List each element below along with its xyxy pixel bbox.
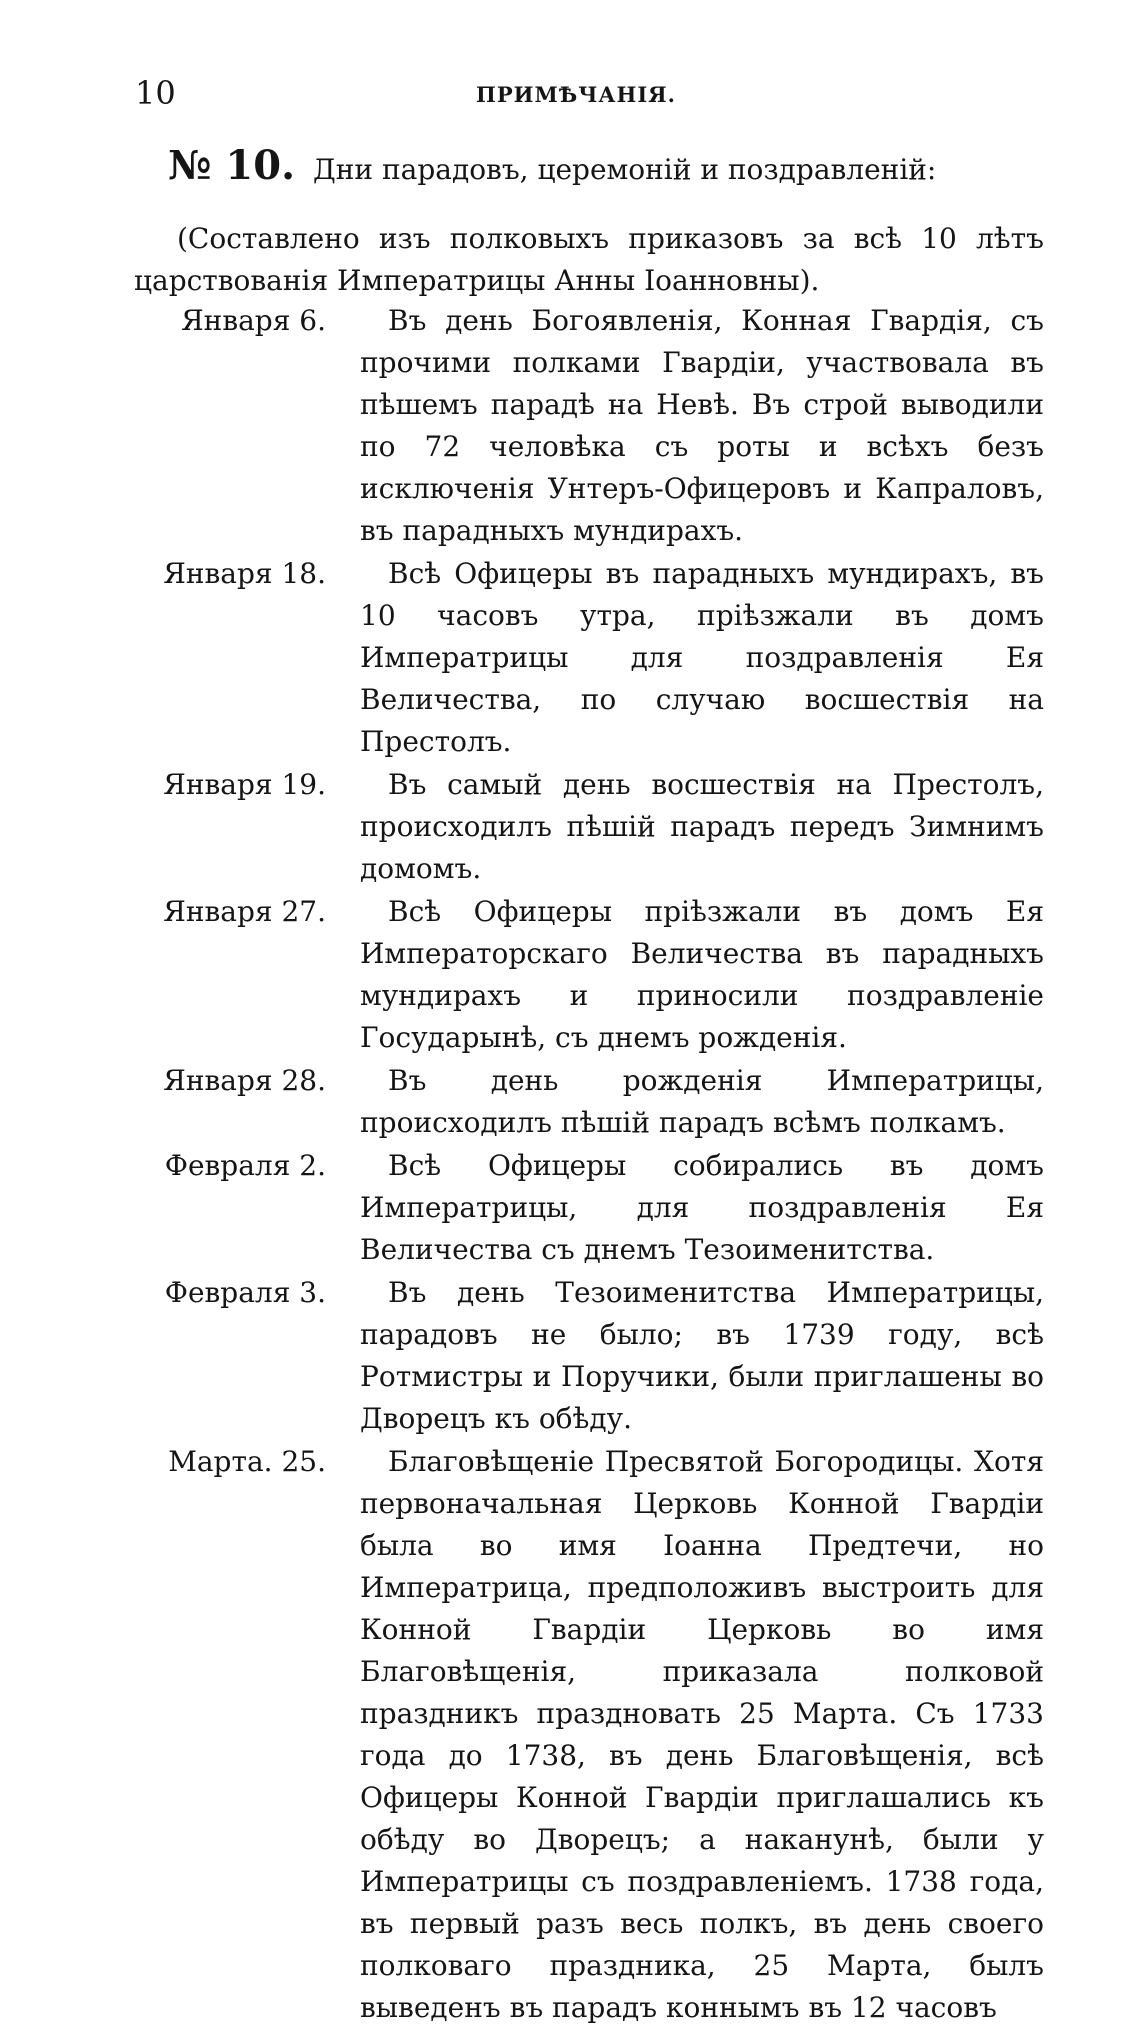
entry-list — [134, 300, 1044, 2030]
page-number: 10 — [135, 74, 176, 112]
section-title: Дни парадовъ, церемоній и поздравленій: — [313, 153, 937, 186]
entry-text: Благовѣщеніе Пресвятой Богородицы. Хотя первоначальная Церковь Конной Гвардіи была во имя Іоанна Предтечи, но Императрица, предположивъ выстроить для Конной Гвардіи Церковь во имя Благовѣщенія, приказала полковой праздникъ праздновать 25 Марта. Съ 1733 года до 1738, въ день Благовѣщенія, всѣ Офицеры Конной Гвардіи приглашались къ обѣду во Дворецъ; а наканунѣ, были у Императрицы съ поздравленіемъ. 1738 года, въ первый разъ весь полкъ, въ день своего полковаго праздника, 25 Марта, былъ выведенъ въ парадъ коннымъ въ 12 часовъ — [360, 1445, 1044, 2024]
entry-text: Всѣ Офицеры собирались въ домъ Императрицы, для поздравленія Ея Величества съ днемъ Тезоименитства. — [360, 1149, 1044, 1266]
entry-jan-6 — [134, 300, 1044, 552]
entry-date: Января 18. — [163, 557, 326, 590]
section-number: № 10. — [168, 142, 295, 189]
section-heading — [168, 142, 1048, 189]
entry-jan-18 — [134, 553, 1044, 763]
entry-text: Всѣ Офицеры въ парадныхъ мундирахъ, въ 10 часовъ утра, пріѣзжали въ домъ Императрицы для поздравленія Ея Величества, по случаю восшествія на Престолъ. — [360, 557, 1044, 758]
entry-jan-28 — [134, 1060, 1044, 1144]
entry-text: Въ день Богоявленія, Конная Гвардія, съ прочими полками Гвардіи, участвовала въ пѣшемъ парадѣ на Невѣ. Въ строй выводили по 72 человѣка съ роты и всѣхъ безъ исключенія Унтеръ-Офицеровъ и Капраловъ, въ парадныхъ мундирахъ. — [360, 304, 1044, 547]
entry-text: Въ день рожденія Императрицы, происходилъ пѣшій парадъ всѣмъ полкамъ. — [360, 1064, 1044, 1139]
entry-text: Въ день Тезоименитства Императрицы, парадовъ не было; въ 1739 году, всѣ Ротмистры и Поручики, были приглашены во Дворецъ къ обѣду. — [360, 1276, 1044, 1435]
entry-date: Января 27. — [163, 895, 326, 928]
entry-date: Февраля 3. — [164, 1276, 326, 1309]
entry-feb-2 — [134, 1145, 1044, 1271]
entry-date: Февраля 2. — [164, 1149, 326, 1182]
entry-text: Въ самый день восшествія на Престолъ, происходилъ пѣшій парадъ передъ Зимнимъ домомъ. — [360, 768, 1044, 885]
entry-date: Января 6. — [181, 304, 326, 337]
entry-jan-19 — [134, 764, 1044, 890]
entry-feb-3 — [134, 1272, 1044, 1440]
entry-mar-25 — [134, 1441, 1044, 2029]
entry-date: Января 19. — [163, 768, 326, 801]
intro-paragraph: (Составлено изъ полковыхъ приказовъ за всѣ 10 лѣтъ царствованія Императрицы Анны Іоанновны). — [134, 222, 1044, 297]
entry-date: Марта. 25. — [168, 1445, 326, 1478]
entry-jan-27 — [134, 891, 1044, 1059]
entry-date: Января 28. — [163, 1064, 326, 1097]
entry-text: Всѣ Офицеры пріѣзжали въ домъ Ея Императорскаго Величества въ парадныхъ мундирахъ и приносили поздравленіе Государынѣ, съ днемъ рожденія. — [360, 895, 1044, 1054]
running-head: ПРИМѢЧАНІЯ. — [476, 82, 676, 107]
